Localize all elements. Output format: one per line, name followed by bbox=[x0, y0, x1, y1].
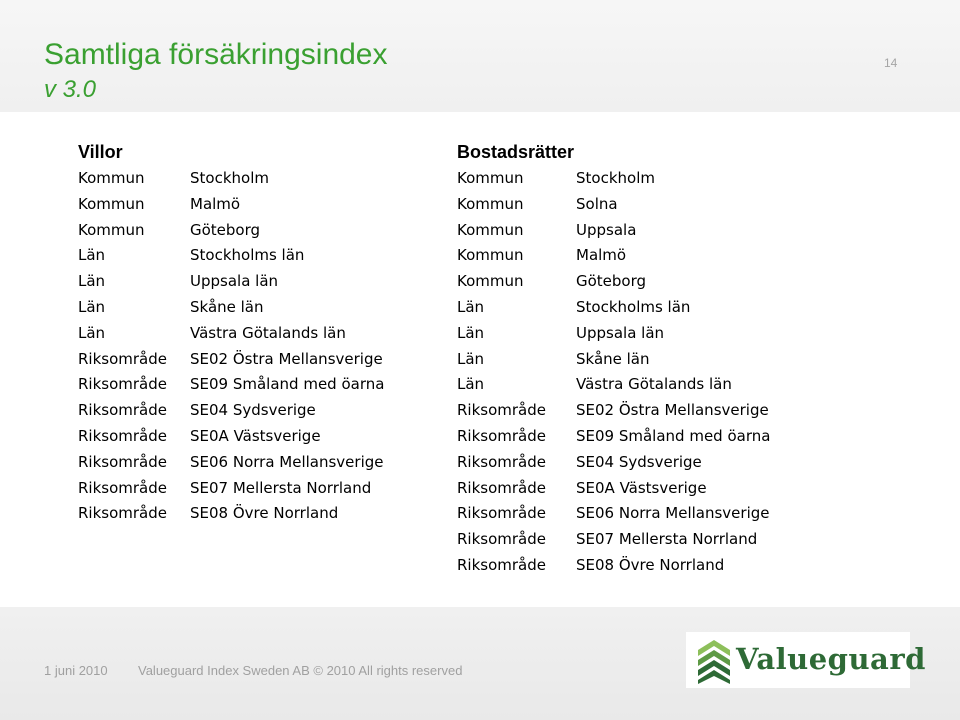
region-name: SE08 Övre Norrland bbox=[190, 504, 339, 523]
region-name: Uppsala bbox=[576, 220, 637, 239]
region-type: Län bbox=[78, 272, 106, 291]
slide-content bbox=[0, 112, 960, 607]
villor-list bbox=[78, 166, 385, 527]
region-name: SE0A Västsverige bbox=[190, 426, 321, 445]
region-type: Riksområde bbox=[457, 426, 546, 445]
region-type: Län bbox=[457, 375, 485, 394]
region-type: Riksområde bbox=[457, 478, 546, 497]
region-type: Kommun bbox=[457, 194, 524, 213]
region-name: SE02 Östra Mellansverige bbox=[576, 401, 769, 420]
list-item bbox=[457, 501, 770, 527]
list-item bbox=[78, 476, 372, 502]
region-name: Stockholms län bbox=[190, 246, 305, 265]
region-name: Göteborg bbox=[190, 220, 261, 239]
list-item bbox=[78, 347, 383, 373]
list-item bbox=[78, 295, 264, 321]
list-item bbox=[78, 501, 339, 527]
stacked-chevron-logo-icon bbox=[694, 636, 734, 684]
list-item bbox=[457, 372, 732, 398]
region-name: SE08 Övre Norrland bbox=[576, 555, 725, 574]
region-name: SE07 Mellersta Norrland bbox=[190, 478, 372, 497]
region-type: Kommun bbox=[78, 220, 145, 239]
region-type: Län bbox=[457, 323, 485, 342]
list-item bbox=[457, 295, 691, 321]
region-type: Län bbox=[78, 246, 106, 265]
region-name: Göteborg bbox=[576, 272, 647, 291]
list-item bbox=[457, 347, 650, 373]
region-type: Riksområde bbox=[78, 401, 167, 420]
region-type: Riksområde bbox=[78, 349, 167, 368]
list-item bbox=[78, 372, 385, 398]
region-type: Riksområde bbox=[78, 504, 167, 523]
region-name: SE04 Sydsverige bbox=[576, 452, 702, 471]
list-item bbox=[457, 476, 707, 502]
region-name: Västra Götalands län bbox=[190, 323, 346, 342]
footer-copyright: Valueguard Index Sweden AB © 2010 All rights reserved bbox=[138, 663, 463, 678]
bostadsratter-heading: Bostadsrätter bbox=[457, 142, 575, 162]
list-item bbox=[457, 424, 771, 450]
region-name: Skåne län bbox=[190, 297, 264, 316]
region-name: Uppsala län bbox=[576, 323, 665, 342]
region-type: Riksområde bbox=[457, 401, 546, 420]
list-item bbox=[78, 450, 384, 476]
bostadsratter-column bbox=[457, 139, 771, 579]
villor-heading: Villor bbox=[78, 142, 123, 162]
region-type: Riksområde bbox=[457, 555, 546, 574]
region-name: SE06 Norra Mellansverige bbox=[576, 504, 770, 523]
region-type: Län bbox=[78, 323, 106, 342]
list-item bbox=[78, 192, 241, 218]
list-item bbox=[457, 553, 725, 579]
region-name: Malmö bbox=[576, 246, 627, 265]
region-type: Riksområde bbox=[457, 530, 546, 549]
region-name: Skåne län bbox=[576, 349, 650, 368]
slide-subtitle: v 3.0 bbox=[44, 76, 97, 103]
region-type: Riksområde bbox=[78, 478, 167, 497]
list-item bbox=[457, 321, 665, 347]
region-type: Kommun bbox=[457, 246, 524, 265]
region-name: SE07 Mellersta Norrland bbox=[576, 530, 758, 549]
list-item bbox=[78, 269, 279, 295]
region-name: SE02 Östra Mellansverige bbox=[190, 349, 383, 368]
footer-date: 1 juni 2010 bbox=[44, 663, 108, 678]
region-type: Riksområde bbox=[457, 504, 546, 523]
region-name: Stockholm bbox=[190, 169, 269, 187]
region-name: SE09 Småland med öarna bbox=[190, 375, 385, 394]
region-type: Kommun bbox=[457, 169, 524, 187]
region-name: SE0A Västsverige bbox=[576, 478, 707, 497]
region-type: Riksområde bbox=[78, 452, 167, 471]
region-name: Malmö bbox=[190, 194, 241, 213]
list-item bbox=[78, 243, 305, 269]
region-name: SE09 Småland med öarna bbox=[576, 426, 771, 445]
region-name: Västra Götalands län bbox=[576, 375, 732, 394]
region-type: Län bbox=[457, 297, 485, 316]
list-item bbox=[457, 218, 637, 244]
region-type: Kommun bbox=[457, 272, 524, 291]
bostadsratter-list bbox=[457, 166, 771, 579]
list-item bbox=[78, 166, 269, 192]
region-type: Kommun bbox=[457, 220, 524, 239]
region-name: SE06 Norra Mellansverige bbox=[190, 452, 384, 471]
list-item bbox=[78, 218, 261, 244]
logo-wordmark: Valueguard bbox=[736, 642, 926, 676]
list-item bbox=[457, 450, 702, 476]
slide-title: Samtliga försäkringsindex bbox=[44, 38, 388, 71]
list-item bbox=[457, 398, 769, 424]
region-type: Riksområde bbox=[78, 375, 167, 394]
region-name: Stockholm bbox=[576, 169, 655, 187]
list-item bbox=[78, 424, 321, 450]
villor-column bbox=[78, 139, 385, 527]
region-type: Län bbox=[457, 349, 485, 368]
list-item bbox=[457, 166, 655, 192]
list-item bbox=[78, 321, 346, 347]
page-number: 14 bbox=[884, 56, 898, 70]
region-name: SE04 Sydsverige bbox=[190, 401, 316, 420]
region-type: Riksområde bbox=[78, 426, 167, 445]
region-type: Kommun bbox=[78, 169, 145, 187]
region-type: Län bbox=[78, 297, 106, 316]
region-name: Uppsala län bbox=[190, 272, 279, 291]
list-item bbox=[78, 398, 316, 424]
list-item bbox=[457, 243, 627, 269]
region-name: Solna bbox=[576, 194, 618, 213]
valueguard-logo bbox=[686, 632, 926, 688]
region-type: Kommun bbox=[78, 194, 145, 213]
list-item bbox=[457, 269, 647, 295]
list-item bbox=[457, 192, 618, 218]
region-name: Stockholms län bbox=[576, 297, 691, 316]
list-item bbox=[457, 527, 758, 553]
region-type: Riksområde bbox=[457, 452, 546, 471]
